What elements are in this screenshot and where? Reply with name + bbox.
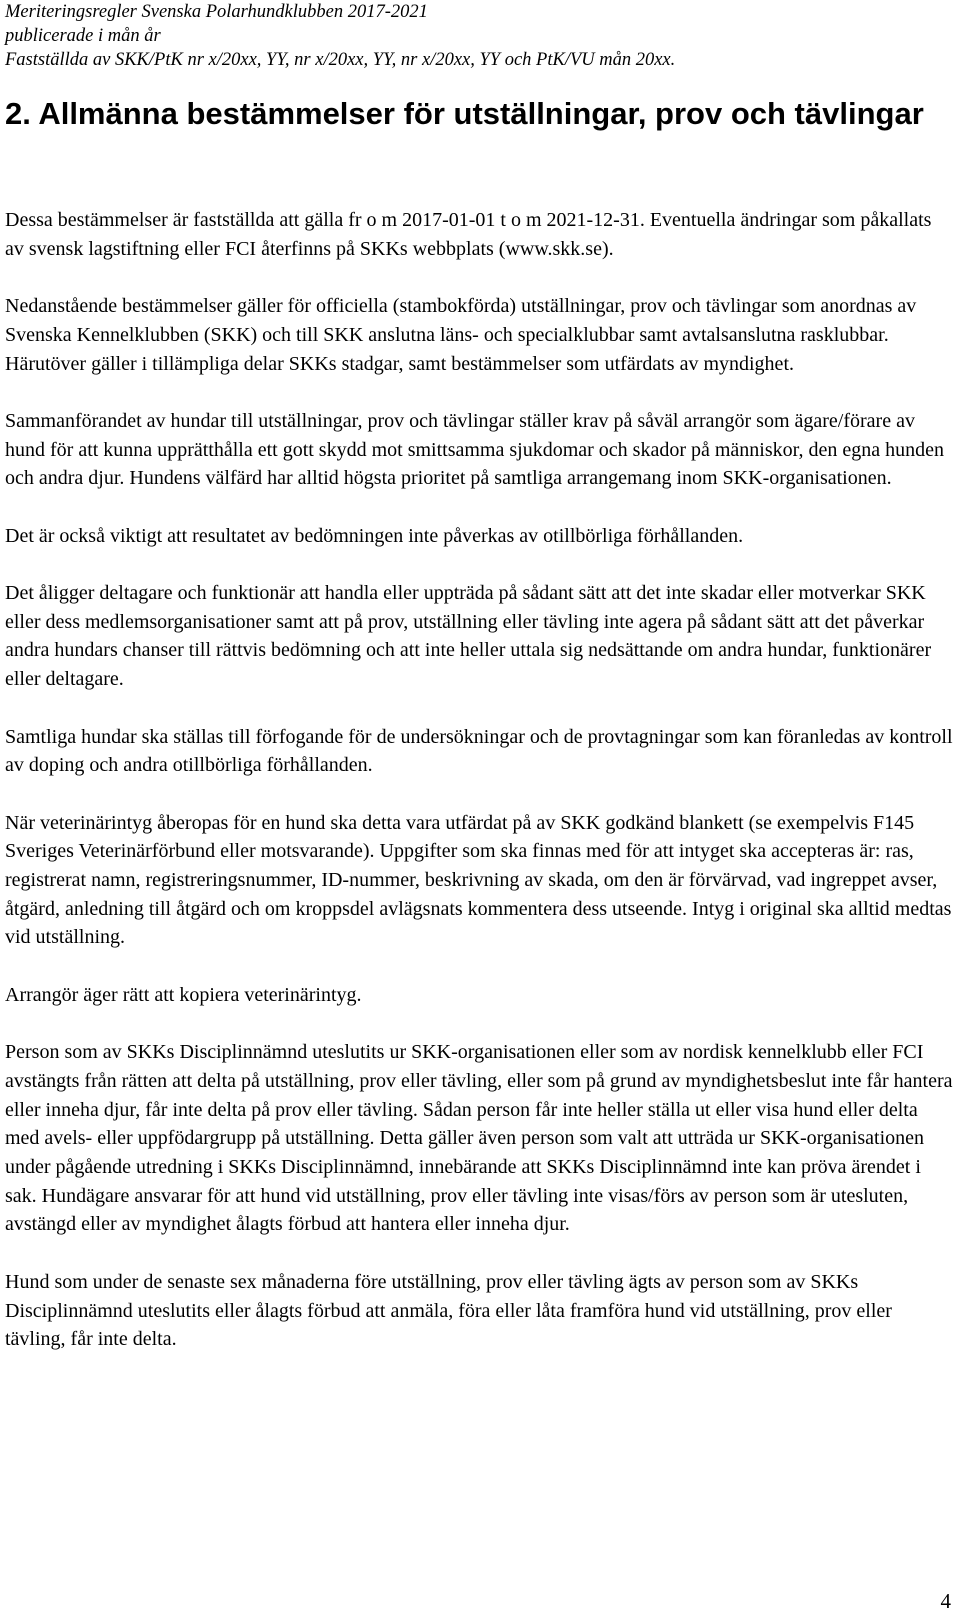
paragraph-excluded-owners: Hund som under de senaste sex månaderna före utställning, prov eller tävling ägts av person som av SKKs Disciplinnämnd uteslutits eller ålagts förbud att anmäla, föra eller låta framföra hund vid utställning, prov eller tävling, får inte delta. — [5, 1270, 892, 1351]
paragraph-excluded-persons: Person som av SKKs Disciplinnämnd uteslutits ur SKK-organisationen eller som av nordisk kennelklubb eller FCI avstängts från rätten att delta på utställning, prov eller tävling, eller som på grund av myndighetsbeslut inte får hantera eller inneha djur, får inte delta på prov eller tävling. Sådan person får inte heller ställa ut eller visa hund eller delta med avels- eller uppfödargrupp på utställning. Detta gäller även person som valt att utträda ur SKK-organisationen under pågående utredning i SKKs Disciplinnämnd, innebärande att SKKs Disciplinnämnd inte kan pröva ärendet i sak. Hundägare ansvarar för att hund vid utställning, prov eller tävling inte visas/förs av person som är utesluten, avstängd eller av myndighet ålagts förbud att hantera eller inneha djur. — [5, 1041, 953, 1236]
document-body — [5, 206, 955, 1383]
header-approval-line: Fastställda av SKK/PtK nr x/20xx, YY, nr x/20xx, YY, nr x/20xx, YY och PtK/VU mån 20xx. — [5, 50, 676, 70]
section-title: 2. Allmänna bestämmelser för utställningar, prov och tävlingar — [5, 96, 924, 131]
document-header — [5, 0, 950, 72]
paragraph-copy-rights: Arrangör äger rätt att kopiera veterinärintyg. — [5, 983, 362, 1006]
paragraph-health: Sammanförandet av hundar till utställningar, prov och tävlingar ställer krav på såväl arrangör som ägare/förare av hund för att kunna upprätthålla ett gott skydd mot smittsamma sjukdomar och skador på människor, den egna hunden och andra djur. Hundens välfärd har alltid högsta prioritet på samtliga arrangemang inom SKK-organisationen. — [5, 409, 945, 490]
header-document-title: Meriteringsregler Svenska Polarhundklubben 2017-2021 — [5, 2, 428, 22]
header-publication-date: publicerade i mån år — [5, 26, 161, 46]
paragraph-fairness: Det är också viktigt att resultatet av bedömningen inte påverkas av otillbörliga förhållanden. — [5, 524, 744, 547]
paragraph-doping: Samtliga hundar ska ställas till förfogande för de undersökningar och de provtagningar som kan föranledas av kontroll av doping och andra otillbörliga förhållanden. — [5, 725, 953, 777]
paragraph-vet-certificate: När veterinärintyg åberopas för en hund ska detta vara utfärdat på av SKK godkänd blankett (se exempelvis F145 Sveriges Veterinärförbund eller motsvarande). Uppgifter som ska finnas med för att intyget ska accepteras är: ras, registrerat namn, registreringsnummer, ID-nummer, beskrivning av skada, om den är förvärvad, vad ingreppet avser, åtgärd, anledning till åtgärd och om kroppsdel avlägsnats kommentera dess utseende. Intyg i original ska alltid medtas vid utställning. — [5, 811, 952, 949]
paragraph-validity: Dessa bestämmelser är fastställda att gälla fr o m 2017-01-01 t o m 2021-12-31. Eventuella ändringar som påkallats av svensk lagstiftning eller FCI återfinns på SKKs webbplats (www.skk.se). — [5, 209, 932, 260]
paragraph-conduct: Det åligger deltagare och funktionär att handla eller uppträda på sådant sätt att det inte skadar eller motverkar SKK eller dess medlemsorganisationer samt att på prov, utställning eller tävling inte agera på sådant sätt att det påverkar andra hundars chanser till rättvis bedömning och att inte heller uttala sig nedsättande om andra hundar, funktionärer eller deltagare. — [5, 582, 932, 691]
paragraph-scope: Nedanstående bestämmelser gäller för officiella (stambokförda) utställningar, prov och tävlingar som anordnas av Svenska Kennelklubben (SKK) och till SKK anslutna läns- och specialklubbar samt avtalsanslutna rasklubbar. Härutöver gäller i tillämpliga delar SKKs stadgar, samt bestämmelser som utfärdats av myndighet. — [5, 295, 917, 375]
page-number: 4 — [940, 1589, 951, 1613]
